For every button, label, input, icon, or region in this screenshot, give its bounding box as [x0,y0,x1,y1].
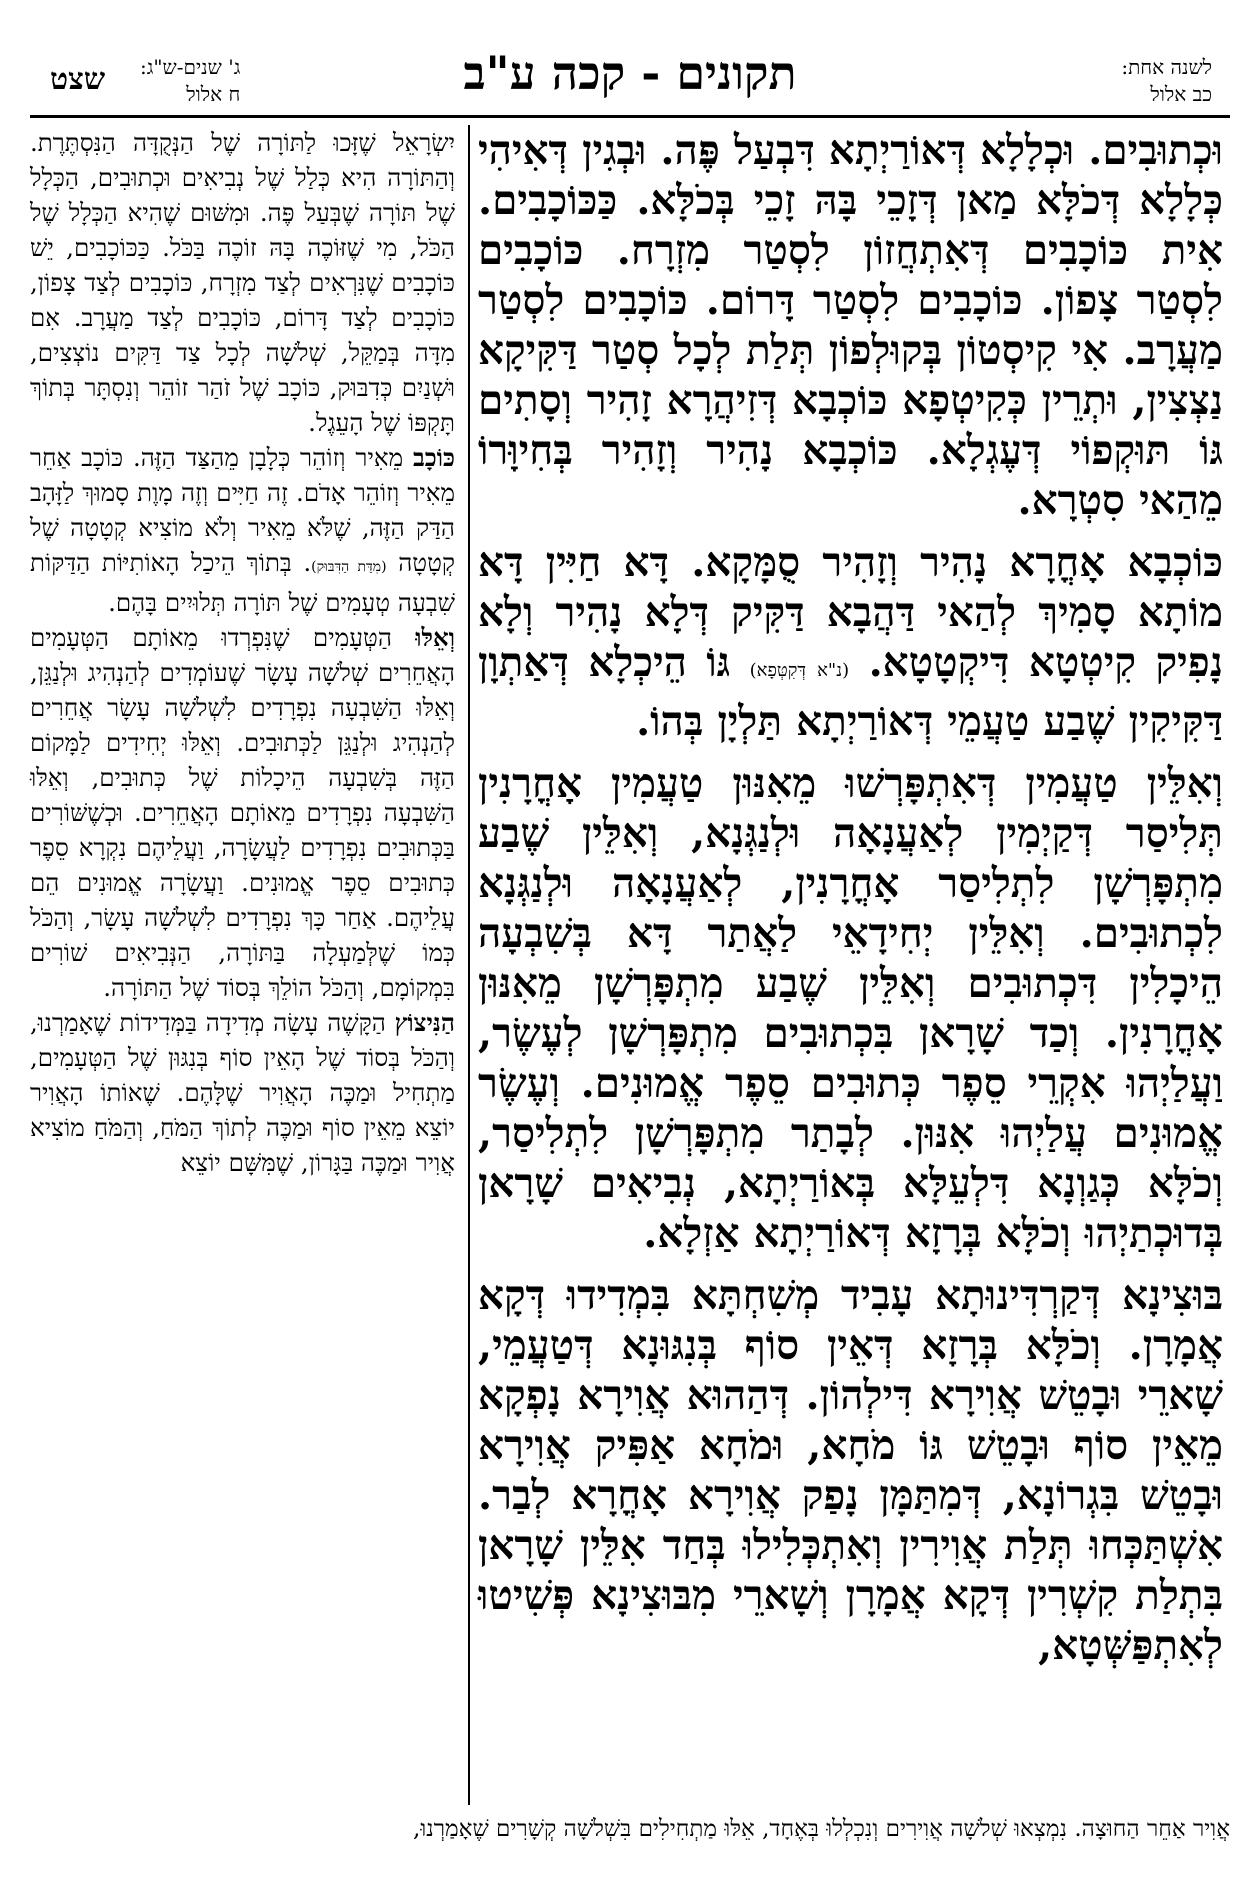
translation-text: מֵאִיר וְזוֹהֵר כְּלָבָן מֵהַצַּד הַזֶּה. כּוֹכָב אַחֵר מֵאִיר וְזוֹהֵר אָדֹם. זֶה חַיִּים וְזֶה מָוֶת סָמוּךְ לַזָּהָב הַדַּק הַזֶּה, שֶׁלֹּא מֵאִיר וְלֹא מוֹצִיא קְטָטָה שֶׁל קְטָטָה [30,443,456,577]
alt-reading-note: (נ"א דְּקִטְּפָא) [749,660,850,681]
main-paragraph: וּכְתוּבִים. וּכְלָלָא דְּאוֹרַיְתָא דִּבְעַל פֶּה. וּבְגִין דְּאִיהִי כְּלָלָא דְּכֹלָּא מַאן דְּזָכֵי בָּהּ זָכֵי בְּכֹלָּא. כַּכּוֹכָבִים. אִית כּוֹכָבִים דְּאִתְחֲזוֹן לִסְטַר מִזְרָח. כּוֹכָבִים לִסְטַר צָפוֹן. כּוֹכָבִים לִסְטַר דָּרוֹם. כּוֹכָבִים לִסְטַר מַעֲרָב. אִי קִיסְטוֹן בְּקוּלְפוֹן תְּלַת לְכָל סְטַר דַּקִּיקָא נַצְצִין, וּתְרֵין כְּקִיטְפָא כּוֹכְבָא דְּזִיהֲרָא זָהִיר וְסָתִים גּוֹ תּוּקְפוֹי דְּעֶגְלָא. כּוֹכְבָא נָהִיר וְזָהִיר בְּחִיוָּרוֹ מֵהַאי סִטְרָא. [478,126,1223,524]
paragraph-lead-word: הַנִּיצוֹץ [394,1008,455,1037]
page-header [30,40,1230,115]
translation-text: . בְּתוֹךְ הֵיכַל הָאוֹתִיּוֹת הַדַּקּוֹת שִׁבְעָה טְעָמִים שֶׁל תּוֹרָה תְּלוּיִים בָּהֶם. [30,548,455,617]
translation-text: הַקָּשֶׁה עָשָׂה מְדִידָה בַּמְּדִידוֹת שֶׁאָמַרְנוּ, וְהַכֹּל בְּסוֹד שֶׁל הָאֵין סוֹף בְּנִגּוּן שֶׁל הַטְּעָמִים, מַתְחִיל וּמַכֶּה הָאֲוִיר שֶׁלָּהֶם. שֶׁאוֹתוֹ הָאֲוִיר יוֹצֵא מֵאֵין סוֹף וּמַכֶּה לְתוֹךְ הַמֹּחַ, וְהַמֹּחַ מוֹצִיא אֲוִיר וּמַכֶּה בַּגָּרוֹן, שֶׁמִּשָּׁם יוֹצֵא [30,1008,455,1177]
main-paragraph: בּוּצִינָא דְּקַרְדִּינוּתָא עָבִיד מְשִׁחְתָּא בִּמְדִידוּ דְּקָא אֲמָרָן. וְכֹלָּא בְּרָזָא דְּאֵין סוֹף בְּנִגּוּנָא דְּטַעֲמֵי, שָׁארֵי וּבָטֵשׁ אֲוִירָא דִּילְהוֹן. דְּהַהוּא אֲוִירָא נָפְקָא מֵאֵין סוֹף וּבָטֵשׁ גּוֹ מֹחָא, וּמֹחָא אַפִּיק אֲוִירָא וּבָטֵשׁ בִּגְרוֹנָא, דְּמִתַּמָּן נָפַק אֲוִירָא אָחֳרָא לְבַר. אִשְׁתַּכְּחוּ תְּלַת אֲוִירִין וְאִתְכְּלִילוּ בְּחַד אִלֵּין שָׁרָאן בִּתְלַת קִשְׁרִין דְּקָא אֲמָרָן וְשָׁארֵי מִבּוּצִינָא פְּשִׁיטוּ לְאִתְפַּשְּׁטָא, [478,1271,1223,1669]
schedule-three-years-label: ג' שנים-ש"ג: [140,55,241,79]
schedule-one-year-date: כב אלול [1150,82,1212,106]
translation-continuation-line: אֲוִיר אַחֵר הַחוּצָה. נִמְצְאוּ שְׁלֹשָׁה אֲוִירִים וְנִכְלְלוּ בְּאֶחָד, אֵלּוּ מַתְחִילִים בִּשְׁלֹשָׁה קְשָׁרִים שֶׁאָמַרְנוּ, [413,1816,1230,1842]
main-text: גּוֹ הֵיכְלָא דְּאַתְוָן דַּקִּיקִין שֶׁבַע טַעֲמֵי דְּאוֹרַיְתָא תַּלְיָן בְּהוֹ. [478,638,1223,745]
translation-paragraph: יִשְׂרָאֵל שֶׁזָּכוּ לַתּוֹרָה שֶׁל הַנְּקֻדָּה הַנִּסְתֶּרֶת. וְהַתּוֹרָה הִיא כְּלַל שֶׁל נְבִיאִים וּכְתוּבִים, הַכְּלָל שֶׁל תּוֹרָה שֶׁבְּעַל פֶּה. וּמִשּׁוּם שֶׁהִיא הַכְּלָל שֶׁל הַכֹּל, מִי שֶׁזּוֹכֶה בָּהּ זוֹכֶה בַּכֹּל. כַּכּוֹכָבִים, יֵשׁ כּוֹכָבִים שֶׁנִּרְאִים לְצַד מִזְרָח, כּוֹכָבִים לְצַד צָפוֹן, כּוֹכָבִים לְצַד דָּרוֹם, כּוֹכָבִים לְצַד מַעֲרָב. אִם מִדָּה בְּמַקֵּל, שְׁלֹשָׁה לְכָל צַד דַּקִּים נוֹצְצִים, וּשְׁנַיִם כְּדִבּוּק, כּוֹכָב שֶׁל זֹהַר זוֹהֵר וְנִסְתָּר בְּתוֹךְ תָּקְפּוֹ שֶׁל הָעֵגֶל. [30,128,455,437]
translation-text: הַטְּעָמִים שֶׁנִּפְרְדוּ מֵאוֹתָם הַטְּעָמִים הָאֲחֵרִים שְׁלֹשָׁה עָשָׂר שֶׁעוֹמְדִים לְהַנְהִיג וּלְנַגֵּן, וְאֵלּוּ הַשִּׁבְעָה נִפְרָדִים לִשְׁלֹשָׁה עָשָׂר אֲחֵרִים לְהַנְהִיג וּלְנַגֵּן לַכְּתוּבִים. וְאֵלּוּ יְחִידִים לַמָּקוֹם הַזֶּה בְּשִׁבְעָה הֵיכָלוֹת שֶׁל כְּתוּבִים, וְאֵלּוּ הַשִּׁבְעָה נִפְרָדִים מֵאוֹתָם הָאֲחֵרִים. וּכְשֶׁשּׁוֹרִים בַּכְּתוּבִים נִפְרָדִים לַעֲשָׂרָה, וַעֲלֵיהֶם נִקְרָא סֵפֶר כְּתוּבִים סֵפֶר אֱמוּנִים. וַעֲשָׂרָה אֱמוּנִים הֵם עֲלֵיהֶם. אַחַר כָּךְ נִפְרָדִים לִשְׁלֹשָׁה עָשָׂר, וְהַכֹּל כְּמוֹ שֶׁלְּמַעְלָה בַּתּוֹרָה, הַנְּבִיאִים שׁוֹרִים בִּמְקוֹמָם, וְהַכֹּל הוֹלֵךְ בְּסוֹד שֶׁל הַתּוֹרָה. [30,623,455,1002]
translation-column [30,125,455,1805]
translation-paragraph [30,620,455,1005]
schedule-three-years [140,54,240,108]
translation-paragraph [30,440,455,620]
explanatory-note: (מִדַּת הַדִּבּוּק) [311,559,387,575]
schedule-three-years-date: ח אלול [186,82,241,106]
main-text: כּוֹכְבָא אָחֳרָא נָהִיר וְזָהִיר סֻמָּקָא. דָּא חַיִּין דָּא מוֹתָא סָמִיךְ לְהַאי דַּהֲבָא דַּקִּיק דְּלָא נָהִיר וְלָא נָפִיק קִיטְטָא דִּיקְטָטָא. [478,538,1223,686]
page-title: תקונים - קכה ע"ב [463,46,797,100]
paragraph-lead-word: כּוֹכָב [412,443,455,472]
page-number: שצט [50,62,106,97]
main-paragraph: וְאִלֵּין טַעֲמִין דְּאִתְפָּרְשׁוּ מֵאִנּוּן טַעֲמִין אָחֳרָנִין תְּלִיסַר דְּקַיְמִין לְאַעֲנָאָה וּלְנַגְּנָא, וְאִלֵּין שֶׁבַע מִתְפָּרְשָׁן לִתְלִיסַר אָחֳרָנִין, לְאַעֲנָאָה וּלְנַגְּנָא לִכְתוּבִים. וְאִלֵּין יְחִידָאֵי לַאֲתַר דָּא בְּשִׁבְעָה הֵיכָלִין דִּכְתוּבִים וְאִלֵּין שֶׁבַע מִתְפָּרְשָׁן מֵאִנּוּן אָחֳרָנִין. וְכַד שָׁרָאן בִּכְתוּבִים מִתְפָּרְשָׁן לְעֶשֶׂר, וַעֲלַיְהוּ אִקְרֵי סֵפֶר כְּתוּבִים סֵפֶר אֱמוּנִים. וְעֶשֶׂר אֱמוּנִים עֲלַיְהוּ אִנּוּן. לְבָתַר מִתְפָּרְשָׁן לִתְלִיסַר, וְכֹלָּא כְּגַוְנָא דִּלְעֵלָּא בְּאוֹרַיְתָא, נְבִיאִים שָׁרָאן בְּדוּכְתַיְהוּ וְכֹלָּא בְּרָזָא דְּאוֹרַיְתָא אַזְלָא. [478,759,1223,1257]
translation-paragraph [30,1005,455,1180]
main-text-column [478,125,1223,1805]
schedule-one-year-label: לשנה אחת: [1121,55,1212,79]
main-paragraph [478,537,1223,746]
column-divider [468,125,470,1805]
header-divider [30,115,1230,118]
paragraph-lead-word: וְאֵלּוּ [415,623,455,652]
